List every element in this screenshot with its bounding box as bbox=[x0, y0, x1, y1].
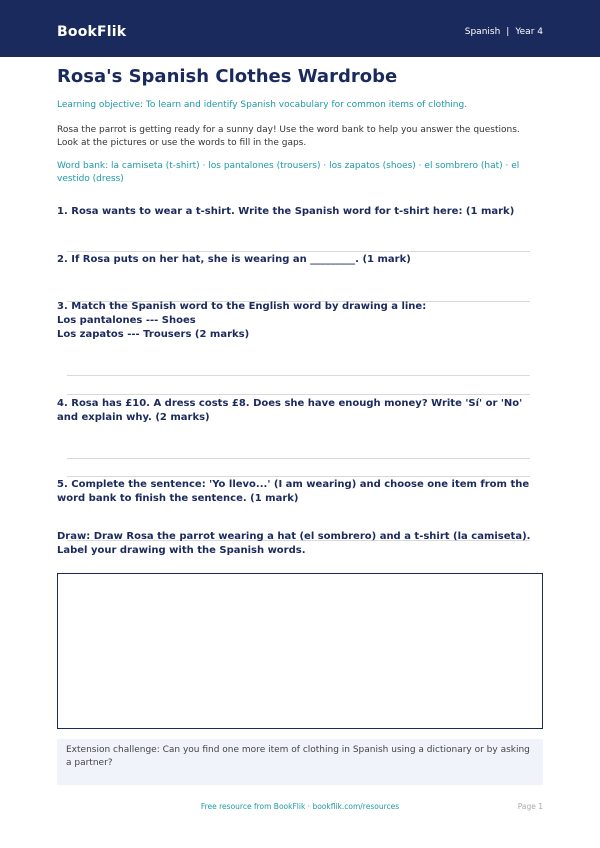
answer-line-1[interactable] bbox=[67, 251, 530, 252]
question-3-pair-1: Los pantalones --- Shoes bbox=[57, 315, 196, 326]
drawing-box[interactable] bbox=[57, 573, 543, 729]
answer-line-4b[interactable] bbox=[67, 476, 530, 477]
brand-logo: BookFlik bbox=[57, 24, 127, 40]
intro-text: Rosa the parrot is getting ready for a sunny day! Use the word bank to help you answer the questions. Look at the pictures or use the words to fill in the gaps. bbox=[57, 125, 520, 148]
draw-instruction: Draw: Draw Rosa the parrot wearing a hat (el sombrero) and a t-shirt (la camiseta). Label your drawing with the Spanish words. bbox=[57, 531, 531, 556]
answer-line-3a[interactable] bbox=[67, 375, 530, 376]
question-3 bbox=[57, 300, 537, 342]
question-3-pair-2: Los zapatos --- Trousers (2 marks) bbox=[57, 329, 250, 340]
learning-objective: Learning objective: To learn and identify Spanish vocabulary for common items of clothing. bbox=[57, 100, 468, 110]
page-number: Page 1 bbox=[517, 802, 543, 811]
question-2: 2. If Rosa puts on her hat, she is wearing an _________. (1 mark) bbox=[57, 254, 411, 265]
answer-line-4a[interactable] bbox=[67, 458, 530, 459]
subject-label: Spanish bbox=[464, 27, 501, 37]
answer-line-3b[interactable] bbox=[67, 394, 530, 395]
subject-year bbox=[465, 27, 543, 37]
question-5: 5. Complete the sentence: 'Yo llevo...' (I am wearing) and choose one item from the word bank to finish the sentence. (1 mark) bbox=[57, 479, 530, 504]
header-bar bbox=[0, 0, 600, 57]
meta-separator: | bbox=[506, 27, 510, 37]
footer-text: Free resource from BookFlik · bookflik.com/resources bbox=[200, 802, 400, 811]
question-3-prompt: 3. Match the Spanish word to the English word by drawing a line: bbox=[57, 301, 427, 312]
question-1: 1. Rosa wants to wear a t-shirt. Write the Spanish word for t-shirt here: (1 mark) bbox=[57, 206, 515, 217]
question-4: 4. Rosa has £10. A dress costs £8. Does she have enough money? Write 'Sí' or 'No' and explain why. (2 marks) bbox=[57, 398, 523, 423]
extension-challenge: Extension challenge: Can you find one more item of clothing in Spanish using a dictionary or by asking a partner? bbox=[57, 739, 543, 785]
year-label: Year 4 bbox=[515, 27, 543, 37]
page-title: Rosa's Spanish Clothes Wardrobe bbox=[57, 66, 398, 87]
word-bank: Word bank: la camiseta (t-shirt) · los pantalones (trousers) · los zapatos (shoes) · el sombrero (hat) · el vestido (dress) bbox=[57, 161, 520, 184]
